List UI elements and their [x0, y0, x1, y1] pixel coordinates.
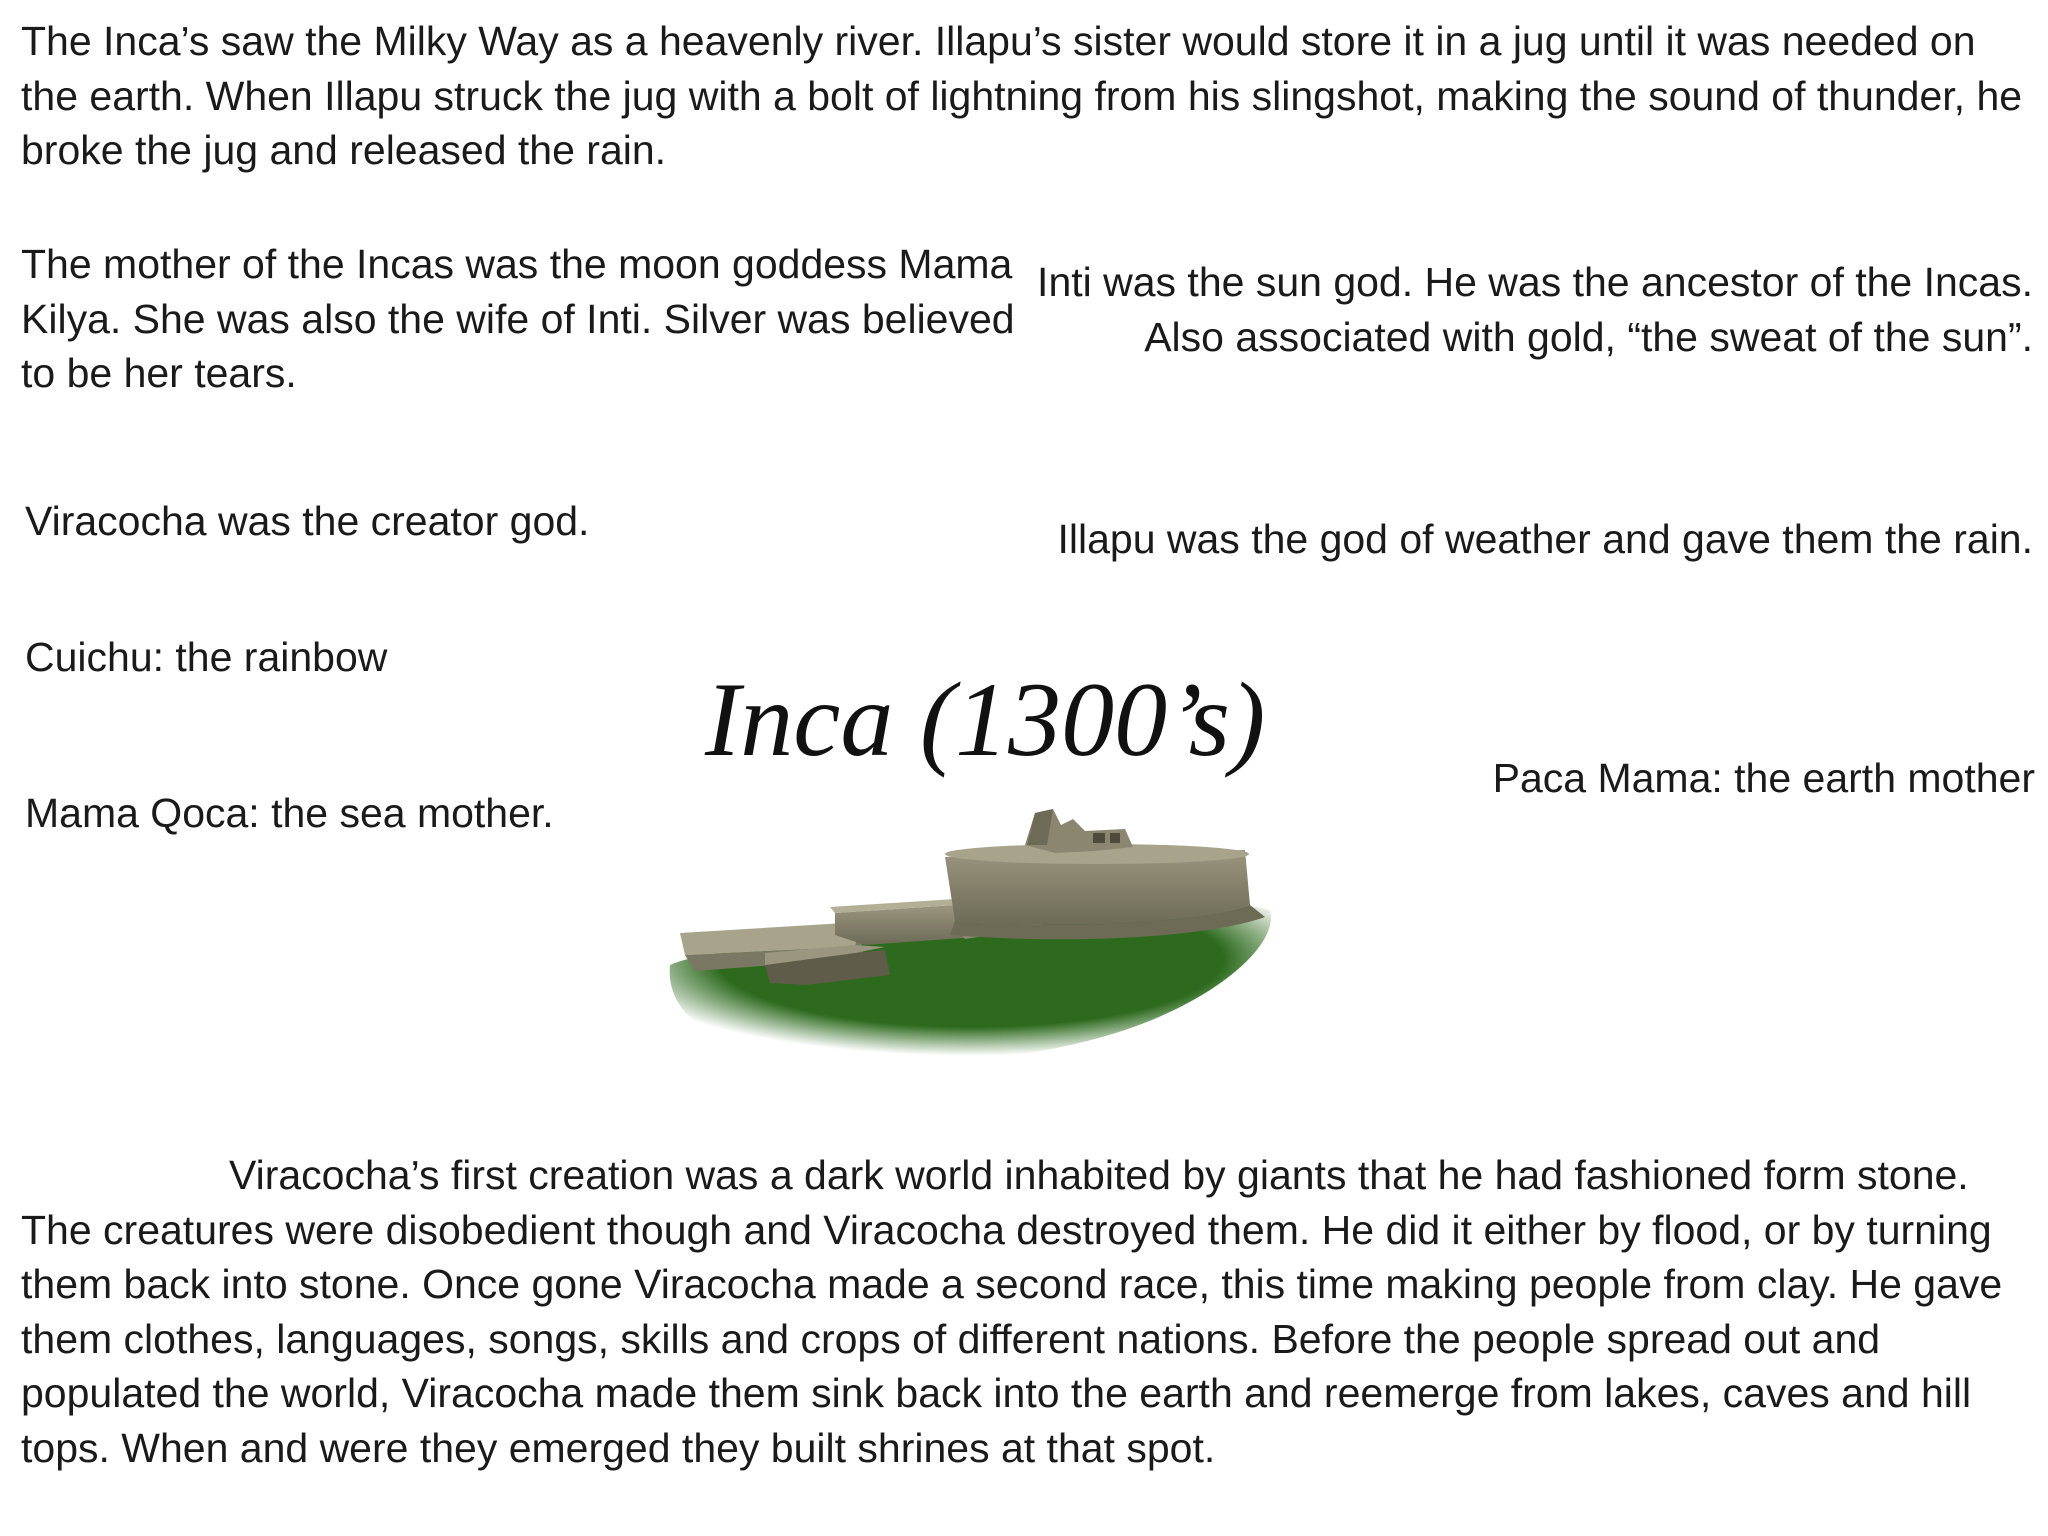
illapu-paragraph: Illapu was the god of weather and gave them the rain. — [1057, 516, 2033, 562]
ruin-window — [1093, 833, 1105, 843]
creation-story-paragraph: Viracocha’s first creation was a dark world inhabited by giants that he had fashioned form stone. The creatures were disobedient though and Viracocha destroyed them. He did it either by flood, or by turning them back into stone. Once gone Viracocha made a second race, this time making people from clay. He gave them clothes, languages, songs, skills and crops of different nations. Before the people spread out and populated the world, Viracocha made them sink back into the earth and reemerge from lakes, caves and hill tops. When and were they emerged they built shrines at that spot. — [21, 1152, 2003, 1471]
viracocha-line: Viracocha was the creator god. — [25, 498, 590, 544]
ruin-window-2 — [1110, 833, 1120, 843]
inca-ruins-illustration — [655, 795, 1275, 1075]
intro-paragraph: The Inca’s saw the Milky Way as a heavenly river. Illapu’s sister would store it in a jug until it was needed on the earth. When Illapu struck the jug with a bolt of lightning from his slingshot, making the sound of thunder, he broke the jug and released the rain. — [21, 18, 2023, 173]
mama-kilya-paragraph: The mother of the Incas was the moon goddess Mama Kilya. She was also the wife of Inti. Silver was believed to be her tears. — [21, 241, 1015, 396]
paca-mama-line: Paca Mama: the earth mother — [1492, 755, 2035, 801]
cuichu-line: Cuichu: the rainbow — [25, 634, 388, 680]
page-title: Inca (1300’s) — [705, 661, 1266, 778]
mama-qoca-line: Mama Qoca: the sea mother. — [25, 790, 554, 836]
inti-paragraph: Inti was the sun god. He was the ancestor of the Incas. Also associated with gold, “the sweat of the sun”. — [1037, 259, 2033, 360]
